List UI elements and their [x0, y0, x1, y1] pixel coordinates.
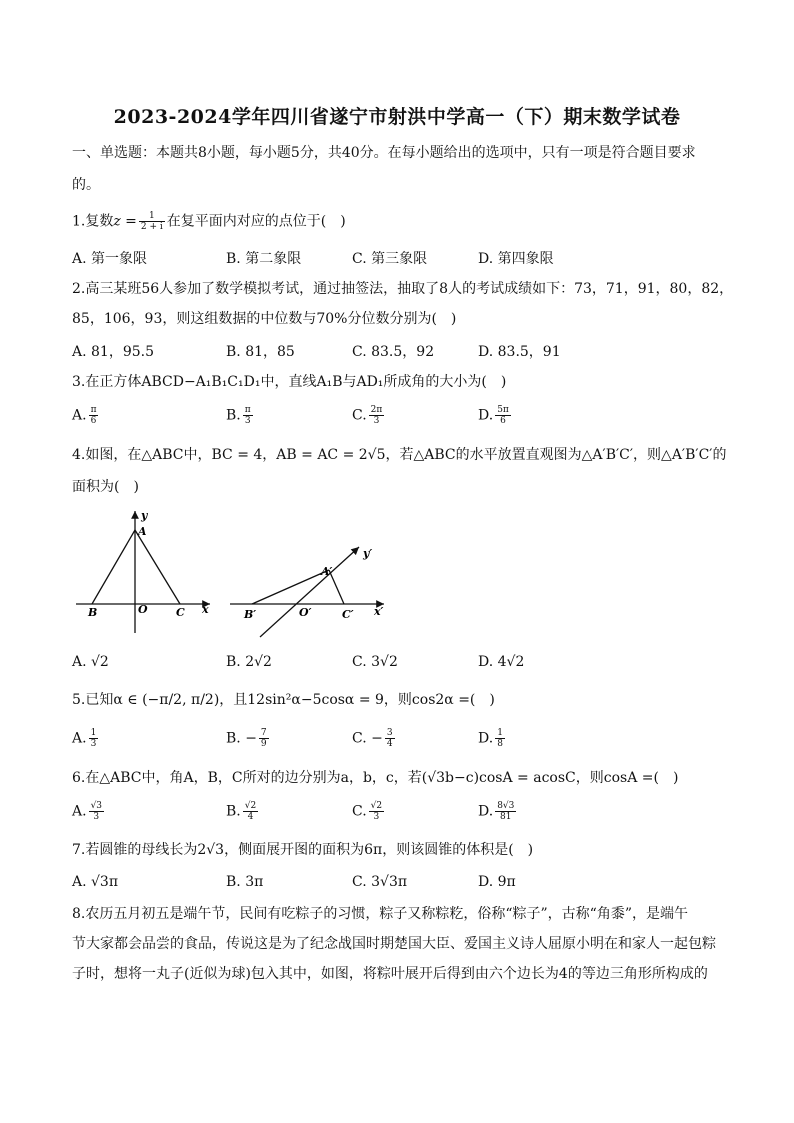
q6-d-den: 81 — [500, 812, 512, 822]
q5-d-den: 8 — [497, 739, 503, 749]
q6-option-d[interactable] — [478, 801, 518, 822]
q5-c-den: 4 — [386, 739, 393, 749]
label-a: A — [138, 525, 147, 538]
question-4-line1: 4.如图，在△ABC中，BC = 4，AB = AC = 2√5，若△ABC的水平放置直观图为△A′B′C′，则△A′B′C′的 — [72, 447, 727, 463]
q2-option-b[interactable]: B. 81，85 — [226, 344, 295, 360]
q6-options — [72, 801, 732, 825]
q3-option-c[interactable] — [352, 405, 386, 426]
q3-option-a[interactable] — [72, 405, 100, 426]
label-o: O — [138, 603, 148, 616]
side-ab — [92, 530, 135, 604]
q3-option-b[interactable] — [226, 405, 255, 426]
q5-b-num: 7 — [260, 728, 267, 738]
q7-option-b[interactable]: B. 3π — [226, 874, 264, 890]
q3-c-frac — [369, 405, 385, 426]
q5-d-num: 1 — [497, 728, 503, 738]
question-5: 5.已知α ∈ (−π/2, π/2)，且12sin²α−5cosα = 9，则cos2α =( ) — [72, 692, 495, 708]
q6-a-den: 3 — [93, 812, 100, 822]
label-yp: y′ — [363, 547, 373, 560]
question-8-line3: 子时，想将一丸子(近似为球)包入其中，如图，将粽叶展开后得到由六个边长为4的等边三角形所构成的 — [72, 966, 708, 982]
question-1 — [72, 211, 734, 232]
q5-c-num: 3 — [386, 728, 393, 738]
q5-c-label: C. − — [352, 730, 383, 747]
q1-frac-num: 1 — [139, 211, 165, 222]
label-b: B — [88, 606, 98, 619]
q3-a-den: 6 — [90, 416, 97, 426]
q3-d-num: 5π — [497, 405, 509, 415]
q3-a-frac — [89, 405, 99, 426]
q6-c-frac — [369, 801, 384, 822]
q5-a-den: 3 — [90, 739, 97, 749]
q3-c-label: C. — [352, 407, 367, 424]
q3-options — [72, 405, 732, 429]
q5-b-label: B. − — [226, 730, 257, 747]
q4-option-c[interactable]: C. 3√2 — [352, 654, 398, 670]
question-3: 3.在正方体ABCD−A₁B₁C₁D₁中，直线A₁B与AD₁所成角的大小为( ) — [72, 374, 507, 390]
q6-d-label: D. — [478, 803, 494, 820]
q5-d-label: D. — [478, 730, 494, 747]
label-c: C — [176, 606, 185, 619]
q1-fraction — [139, 211, 165, 232]
q5-option-a[interactable] — [72, 728, 100, 749]
q4-figure — [72, 505, 402, 640]
q3-b-frac — [243, 405, 253, 426]
q6-option-b[interactable] — [226, 801, 260, 822]
q4-option-a[interactable]: A. √2 — [72, 654, 109, 670]
label-op: O′ — [299, 606, 312, 619]
q3-c-num: 2π — [370, 405, 383, 415]
q3-a-num: π — [90, 405, 97, 415]
question-6: 6.在△ABC中，角A，B，C所对的边分别为a，b，c，若(√3b−c)cosA = acosC，则cosA =( ) — [72, 770, 679, 786]
q1-options — [72, 248, 732, 272]
q5-options — [72, 728, 732, 752]
question-2-line1: 2.高三某班56人参加了数学模拟考试，通过抽签法，抽取了8人的考试成绩如下：73，71，91，80，82， — [72, 281, 734, 297]
q1-option-b[interactable]: B. 第二象限 — [226, 251, 302, 267]
q5-b-den: 9 — [260, 739, 267, 749]
question-4-line2: 面积为( ) — [72, 479, 139, 495]
q6-c-num: √2 — [370, 801, 383, 811]
q3-b-label: B. — [226, 407, 241, 424]
q6-b-num: √2 — [244, 801, 257, 811]
q3-d-label: D. — [478, 407, 494, 424]
q6-a-label: A. — [72, 803, 87, 820]
q5-option-c[interactable] — [352, 728, 397, 749]
q3-option-d[interactable] — [478, 405, 513, 426]
question-7: 7.若圆锥的母线长为2√3，侧面展开图的面积为6π，则该圆锥的体积是( ) — [72, 842, 534, 858]
label-xp: x′ — [374, 605, 384, 618]
q6-b-label: B. — [226, 803, 241, 820]
q2-options — [72, 341, 732, 365]
q5-a-label: A. — [72, 730, 87, 747]
yp-axis-line — [260, 547, 359, 637]
q5-c-frac — [385, 728, 395, 749]
q5-a-frac — [89, 728, 99, 749]
q5-option-b[interactable] — [226, 728, 271, 749]
q6-c-den: 3 — [373, 812, 380, 822]
side-apbp — [252, 570, 329, 604]
q5-option-d[interactable] — [478, 728, 507, 749]
q3-b-den: 3 — [244, 416, 251, 426]
section-header-line1: 一、单选题：本题共8小题，每小题5分，共40分。在每小题给出的选项中，只有一项是符合题目要求 — [72, 145, 696, 161]
label-cp: C′ — [342, 608, 354, 621]
question-8-line1: 8.农历五月初五是端午节，民间有吃粽子的习惯，粽子又称粽籺，俗称“粽子”，古称“角黍”，是端午 — [72, 906, 688, 922]
q4-option-b[interactable]: B. 2√2 — [226, 654, 272, 670]
q6-d-num: 8√3 — [497, 801, 515, 811]
q5-d-frac — [495, 728, 505, 749]
q6-a-num: √3 — [90, 801, 103, 811]
question-2-line2: 85，106，93，则这组数据的中位数与70%分位数分别为( ) — [72, 311, 457, 327]
q6-d-frac — [495, 801, 516, 822]
q3-a-label: A. — [72, 407, 87, 424]
q1-option-a[interactable]: A. 第一象限 — [72, 251, 148, 267]
q6-a-frac — [89, 801, 104, 822]
q2-option-c[interactable]: C. 83.5，92 — [352, 344, 435, 360]
q6-option-a[interactable] — [72, 801, 106, 822]
q1-prefix: 1.复数 — [72, 213, 114, 230]
q2-option-d[interactable]: D. 83.5，91 — [478, 344, 561, 360]
q3-b-num: π — [244, 405, 251, 415]
q3-c-den: 3 — [373, 416, 380, 426]
q7-option-c[interactable]: C. 3√3π — [352, 874, 408, 890]
q4-options — [72, 654, 732, 678]
section-header-line2: 的。 — [72, 177, 100, 193]
triangle-diagrams — [72, 505, 402, 640]
q1-option-d[interactable]: D. 第四象限 — [478, 251, 554, 267]
q6-option-c[interactable] — [352, 801, 386, 822]
q1-suffix: 在复平面内对应的点位于( ) — [166, 213, 346, 230]
q1-frac-den: 2 + i — [140, 222, 163, 232]
label-y: y — [141, 509, 148, 522]
page-title: 2023-2024学年四川省遂宁市射洪中学高一（下）期末数学试卷 — [113, 106, 681, 128]
side-ac — [135, 530, 180, 604]
q7-option-a[interactable]: A. √3π — [72, 874, 119, 890]
q1-z: z = — [113, 213, 137, 230]
q2-option-a[interactable]: A. 81，95.5 — [72, 344, 154, 360]
question-8-line2: 节大家都会品尝的食品，传说这是为了纪念战国时期楚国大臣、爱国主义诗人屈原小明在和家人一起包粽 — [72, 936, 716, 952]
label-bp: B′ — [244, 608, 257, 621]
q6-b-frac — [243, 801, 258, 822]
q6-c-label: C. — [352, 803, 367, 820]
q5-a-num: 1 — [90, 728, 97, 738]
q1-option-c[interactable]: C. 第三象限 — [352, 251, 428, 267]
q6-b-den: 4 — [247, 812, 254, 822]
q4-option-d[interactable]: D. 4√2 — [478, 654, 525, 670]
q3-d-frac — [495, 405, 511, 426]
label-x: x — [202, 603, 209, 616]
q7-option-d[interactable]: D. 9π — [478, 874, 516, 890]
q5-b-frac — [259, 728, 269, 749]
q3-d-den: 6 — [500, 416, 506, 426]
label-ap: A′ — [321, 565, 333, 578]
q7-options — [72, 874, 732, 898]
